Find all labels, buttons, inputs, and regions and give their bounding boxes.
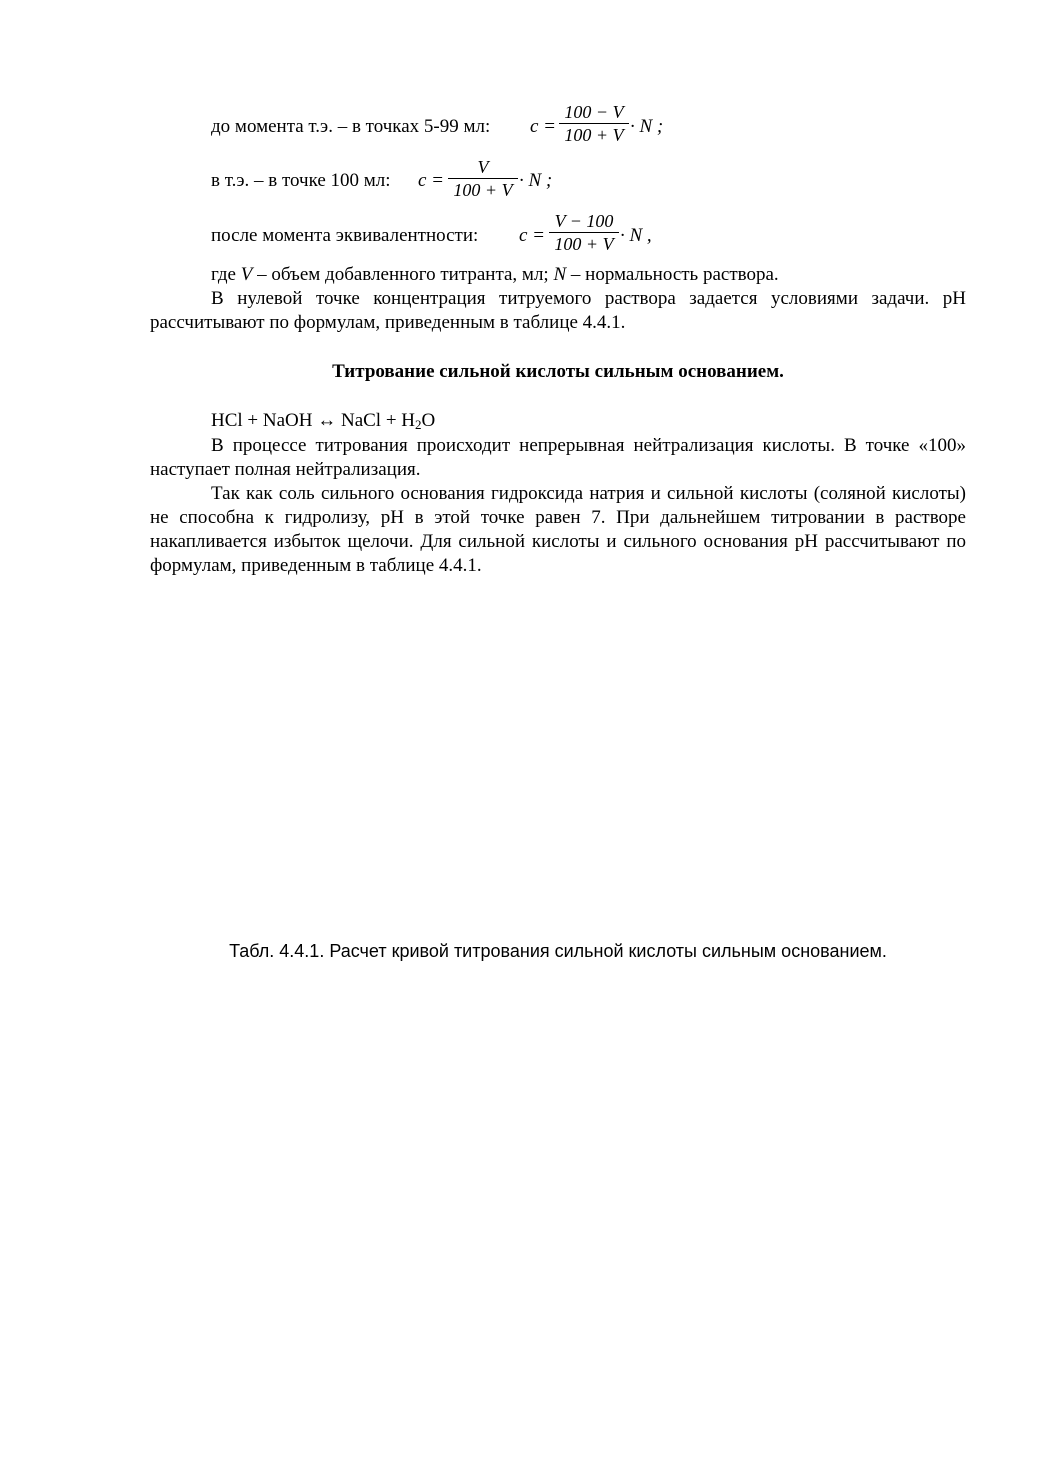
formula-after-eq-lhs: c = bbox=[519, 225, 546, 246]
where-prefix: где bbox=[211, 264, 236, 285]
paragraph-salt: Так как соль сильного основания гидроксида натрия и сильной кислоты (соляной кислоты) не способна к гидролизу, pH в этой точке равен 7. При дальнейшем титровании в растворе накапливается избыток щелочи. Для сильной кислоты и сильного основания pH рассчитывают по формулам, приведенным в таблице 4.4.1. bbox=[150, 483, 966, 576]
reaction-right: O bbox=[421, 410, 436, 431]
formula-at-eq-fraction bbox=[448, 156, 518, 201]
formula-at-eq-rhs: · N ; bbox=[519, 170, 553, 191]
where-v-symbol: V bbox=[240, 264, 253, 285]
formula-at-eq-label: в т.э. – в точке 100 мл: bbox=[211, 170, 391, 191]
fraction-numerator: V bbox=[477, 157, 489, 177]
formula-before-eq-rhs: · N ; bbox=[630, 116, 664, 137]
formula-at-eq-lhs: c = bbox=[418, 170, 445, 191]
where-n-symbol: N bbox=[553, 264, 567, 285]
fraction-numerator: 100 − V bbox=[564, 102, 624, 122]
where-n-description: – нормальность раствора. bbox=[570, 264, 779, 285]
formula-before-eq-lhs: c = bbox=[530, 116, 557, 137]
formula-after-eq-fraction bbox=[549, 210, 619, 255]
table-caption: Табл. 4.4.1. Расчет кривой титрования сильной кислоты сильным основанием. bbox=[229, 941, 887, 961]
reaction-left: HCl + NaOH ↔ NaCl + H bbox=[211, 410, 416, 431]
reaction-subscript: 2 bbox=[415, 417, 422, 432]
formula-before-eq-label: до момента т.э. – в точках 5-99 мл: bbox=[211, 116, 491, 137]
where-v-description: – объем добавленного титранта, мл; bbox=[257, 264, 549, 285]
fraction-denominator: 100 + V bbox=[564, 125, 624, 145]
paragraph-zero-point: В нулевой точке концентрация титруемого раствора задается условиями задачи. pH рассчитывают по формулам, приведенным в таблице 4.4.1. bbox=[150, 288, 966, 333]
fraction-denominator: 100 + V bbox=[554, 234, 614, 254]
formula-before-eq-fraction bbox=[559, 101, 629, 146]
reaction-equation bbox=[211, 410, 435, 432]
fraction-denominator: 100 + V bbox=[453, 180, 513, 200]
formula-after-eq-label: после момента эквивалентности: bbox=[211, 225, 479, 246]
where-line bbox=[211, 264, 779, 286]
paragraph-neutralization: В процессе титрования происходит непрерывная нейтрализация кислоты. В точке «100» наступает полная нейтрализация. bbox=[150, 435, 966, 480]
section-heading: Титрование сильной кислоты сильным основанием. bbox=[332, 361, 784, 382]
formula-after-eq-rhs: · N , bbox=[620, 225, 652, 246]
fraction-numerator: V − 100 bbox=[554, 211, 614, 231]
